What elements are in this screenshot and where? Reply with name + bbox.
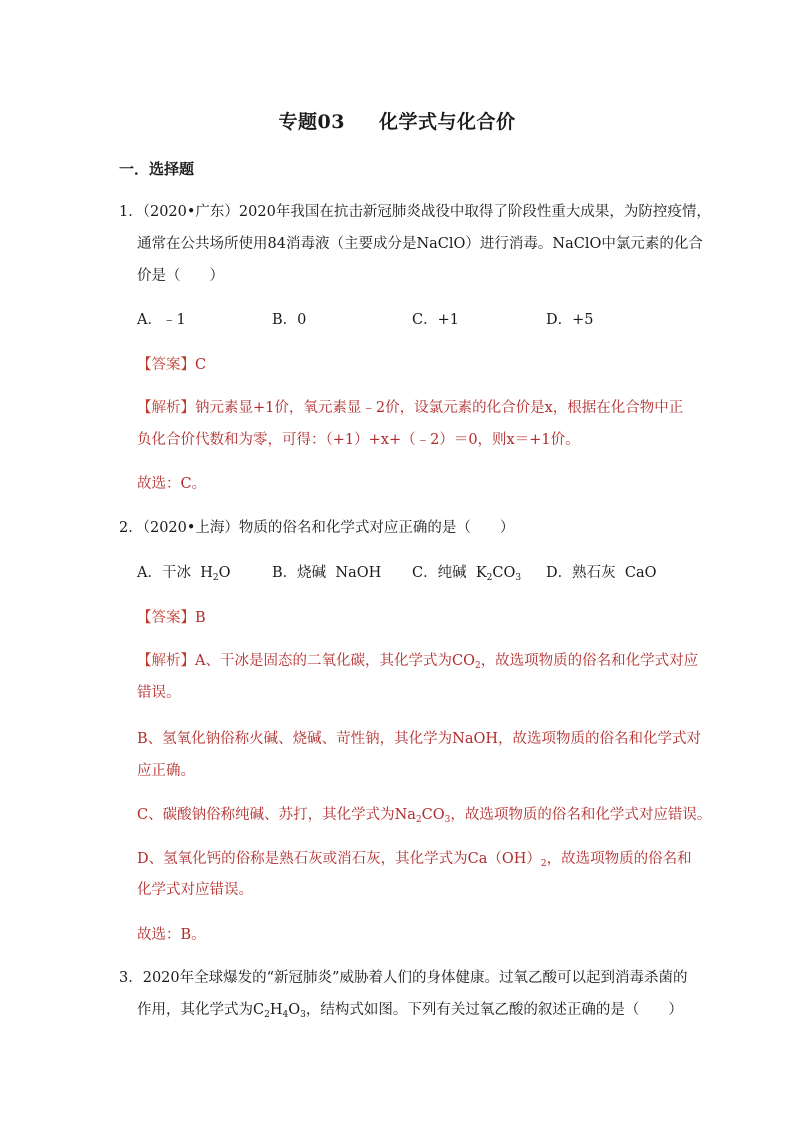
q2-a-post: ，故选项物质的俗名和化学式对应 bbox=[480, 653, 699, 669]
q2-option-c-s1: 2 bbox=[486, 573, 493, 583]
q2-option-a-f1: H bbox=[200, 565, 213, 581]
q2-c-sub2: 3 bbox=[444, 815, 451, 825]
q1-stem-line1: 1．（2020•广东）2020年我国在抗击新冠肺炎战役中取得了阶段性重大成果，为防控疫情， bbox=[119, 204, 711, 220]
q1-stem-line2: 通常在公共场所使用84消毒液（主要成分是NaClO）进行消毒。NaClO中氯元素的化合 bbox=[137, 236, 703, 252]
q1-option-a: A．﹣1 bbox=[137, 312, 186, 328]
q2-option-a-f2: O bbox=[218, 565, 231, 581]
q1-stem-line3: 价是（ ） bbox=[137, 268, 224, 284]
title-code: 专题03 bbox=[278, 111, 345, 133]
q1-options bbox=[0, 311, 794, 329]
q2-d-sub: 2 bbox=[540, 859, 547, 869]
q2-option-c-s2: 3 bbox=[515, 573, 522, 583]
analysis-tag: 【解析】 bbox=[137, 400, 195, 416]
title-name: 化学式与化合价 bbox=[378, 111, 516, 133]
q2-option-d bbox=[546, 564, 657, 582]
q3-m2: O bbox=[288, 1002, 301, 1018]
section-heading: 一．选择题 bbox=[119, 160, 195, 178]
q3-stem-line2 bbox=[137, 1001, 683, 1019]
q3-s2: 4 bbox=[282, 1010, 289, 1020]
q2-analysis-c bbox=[137, 806, 711, 824]
q2-option-d-f1: CaO bbox=[624, 565, 657, 581]
q3-pre: 作用，其化学式为C bbox=[137, 1002, 265, 1018]
q2-d-post: ，故选项物质的俗名和 bbox=[546, 851, 692, 867]
q1-answer-value: C bbox=[195, 357, 207, 373]
q1-conclusion: 故选：C。 bbox=[137, 476, 207, 492]
q1-option-d: D．+5 bbox=[546, 312, 594, 328]
q3-s3: 3 bbox=[300, 1010, 306, 1020]
q2-a-pre: A、干冰是固态的二氧化碳，其化学式为CO bbox=[195, 653, 475, 669]
q2-option-a-label: A．干冰 bbox=[137, 565, 191, 581]
q3-m1: H bbox=[269, 1002, 283, 1018]
q2-option-b-f1: NaOH bbox=[335, 565, 382, 581]
q2-answer bbox=[137, 609, 206, 627]
q2-c-pre: C、碳酸钠俗称纯碱、苏打，其化学式为Na bbox=[137, 807, 416, 823]
q3-stem-line1: 3．2020年全球爆发的“新冠肺炎”威胁着人们的身体健康。过氧乙酸可以起到消毒杀菌的 bbox=[119, 970, 688, 986]
q1-analysis-text1: 钠元素显+1价，氧元素显﹣2价，设氯元素的化合价是x，根据在化合物中正 bbox=[195, 400, 684, 416]
q2-c-mid: CO bbox=[421, 807, 445, 823]
q2-a-sub: 2 bbox=[474, 661, 481, 671]
q2-c-sub1: 2 bbox=[415, 815, 422, 825]
q2-analysis-d-line1 bbox=[137, 850, 692, 868]
q2-analysis-d-line2: 化学式对应错误。 bbox=[137, 882, 253, 898]
q2-option-a bbox=[137, 564, 230, 582]
q2-option-b-label: B．烧碱 bbox=[272, 565, 327, 581]
q3-s1: 2 bbox=[264, 1010, 270, 1020]
q2-conclusion: 故选：B。 bbox=[137, 927, 206, 943]
q1-option-b: B．0 bbox=[272, 312, 307, 328]
analysis-tag: 【解析】 bbox=[137, 653, 195, 669]
q2-option-c-label: C．纯碱 bbox=[412, 565, 467, 581]
answer-tag: 【答案】 bbox=[137, 357, 195, 373]
q2-answer-value: B bbox=[195, 610, 206, 626]
q2-d-pre: D、氢氧化钙的俗称是熟石灰或消石灰，其化学式为Ca（OH） bbox=[137, 851, 541, 867]
q1-analysis-line1 bbox=[137, 399, 683, 417]
q2-analysis-b-line1: B、氢氧化钠俗称火碱、烧碱、苛性钠，其化学为NaOH，故选项物质的俗名和化学式对 bbox=[137, 731, 702, 747]
q2-option-c bbox=[412, 564, 521, 582]
page-title bbox=[0, 107, 794, 134]
answer-tag: 【答案】 bbox=[137, 610, 195, 626]
q2-option-d-label: D．熟石灰 bbox=[546, 565, 616, 581]
q2-option-b bbox=[272, 564, 381, 582]
q2-options bbox=[0, 564, 794, 582]
q1-option-c: C．+1 bbox=[412, 312, 459, 328]
q2-analysis-b-line2: 应正确。 bbox=[137, 763, 195, 779]
q1-answer bbox=[137, 356, 206, 374]
q2-c-post: ，故选项物质的俗名和化学式对应错误。 bbox=[450, 807, 712, 823]
q2-stem: 2．（2020•上海）物质的俗名和化学式对应正确的是（ ） bbox=[119, 520, 515, 536]
q2-analysis-a-line2: 错误。 bbox=[137, 685, 181, 701]
q2-option-a-s1: 2 bbox=[212, 573, 219, 583]
q3-post: ，结构式如图。下列有关过氧乙酸的叙述正确的是（ ） bbox=[305, 1002, 683, 1018]
q1-analysis-line2: 负化合价代数和为零，可得：（+1）+x+（﹣2）＝0，则x＝+1价。 bbox=[137, 432, 580, 448]
q2-analysis-a-line1 bbox=[137, 652, 698, 670]
q2-option-c-f2: CO bbox=[492, 565, 516, 581]
q2-option-c-f1: K bbox=[475, 565, 487, 581]
